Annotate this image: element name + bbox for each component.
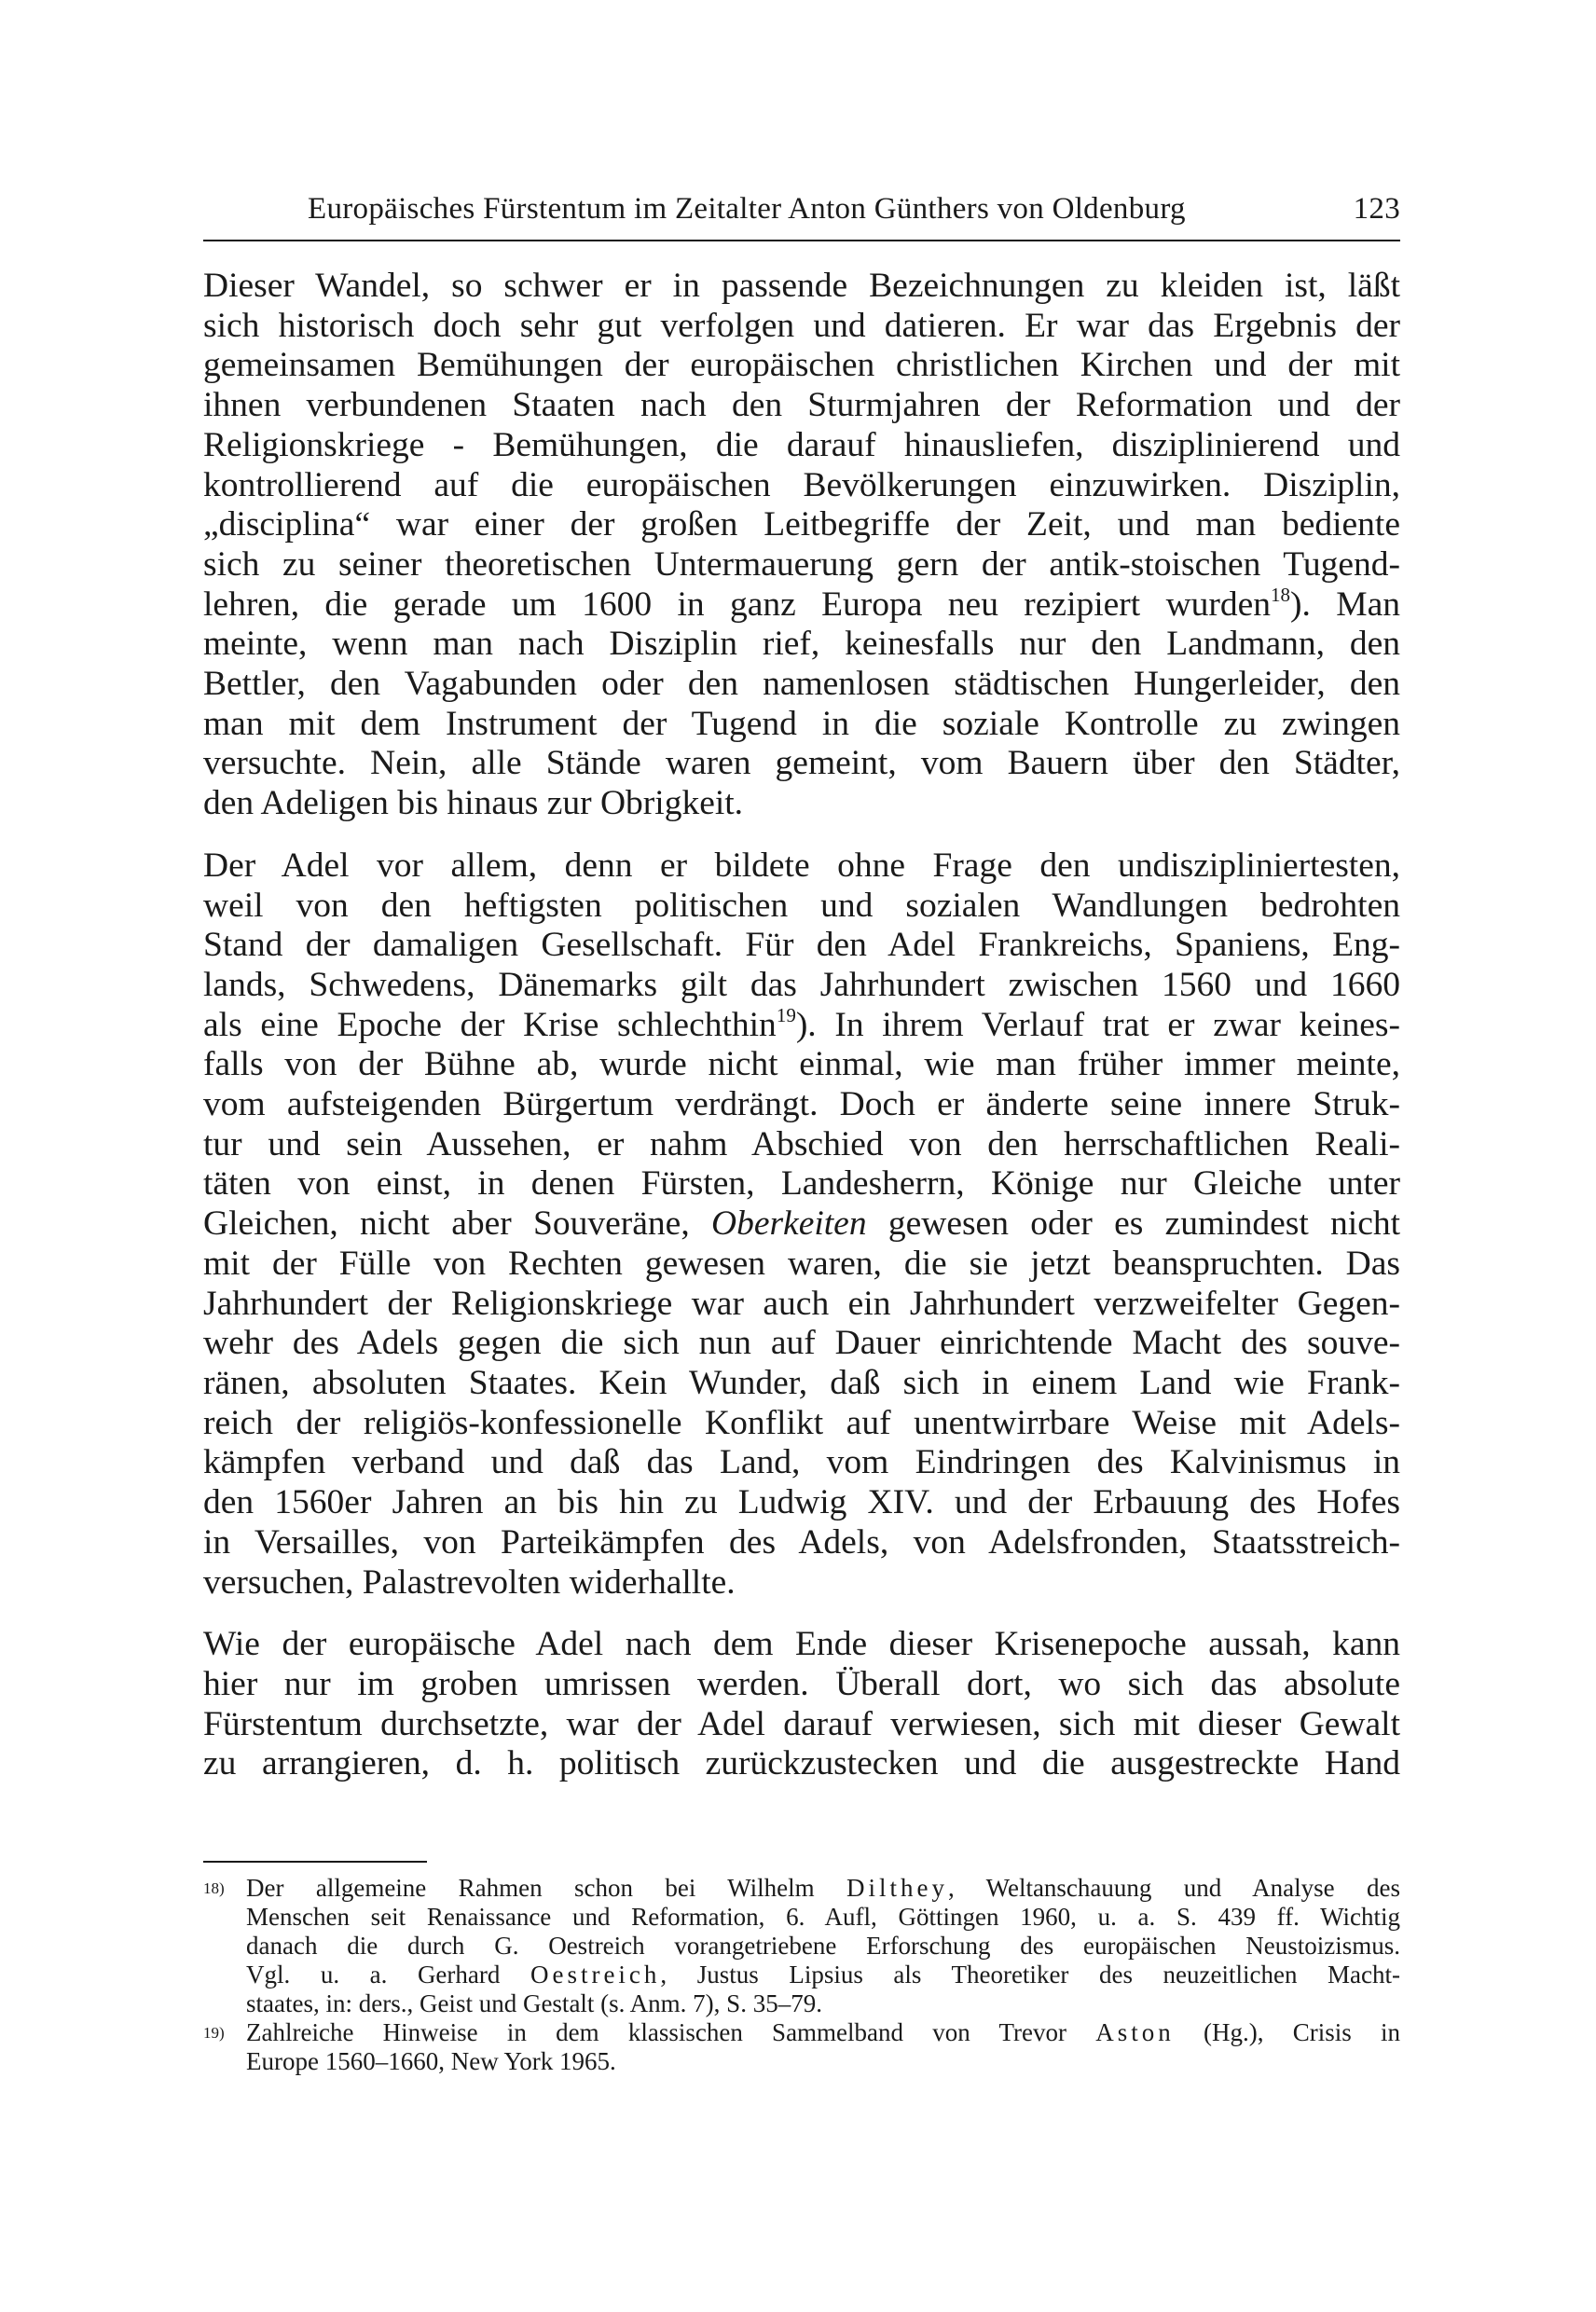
text-line: mit der Fülle von Rechten gewesen waren, die sie jetzt beanspruchten. Das (203, 1244, 1400, 1283)
text-line: Wie der europäische Adel nach dem Ende dieser Krisenepoche aussah, kann (203, 1625, 1400, 1664)
footnote-line: Europe 1560–1660, New York 1965. (246, 2047, 616, 2075)
text-segment: Gleichen, nicht aber Souveräne, (203, 1204, 690, 1244)
text-segment: Der allgemeine Rahmen schon bei Wilhelm (246, 1874, 846, 1902)
header-rule (203, 240, 1400, 241)
footnote-mark: 19) (203, 2024, 225, 2042)
author-name: Dilthey (846, 1874, 948, 1902)
footnote-line: Menschen seit Renaissance und Reformation, 6. Aufl, Göttingen 1960, u. a. S. 439 ff. Wichtig (246, 1903, 1400, 1931)
text-line: Bettler, den Vagabunden oder den namenlosen städtischen Hungerleider, den (203, 665, 1400, 704)
footnote-line: danach die durch G. Oestreich vorangetriebene Erforschung des europäischen Neustoizismus. (246, 1932, 1400, 1960)
text-segment: Zahlreiche Hinweise in dem klassischen Sammelband von Trevor (246, 2018, 1096, 2046)
footnote-line: staates, in: ders., Geist und Gestalt (s. Anm. 7), S. 35–79. (246, 1989, 822, 2017)
text-segment: (Hg.), Crisis in (1174, 2018, 1400, 2046)
footnote-ref-19[interactable]: 19 (776, 1003, 796, 1026)
text-line: kontrollierend auf die europäischen Bevölkerungen einzuwirken. Disziplin, (203, 465, 1400, 504)
text-line: Jahrhundert der Religionskriege war auch ein Jahrhundert verzweifelter Gegen- (203, 1284, 1400, 1323)
text-line: „disciplina“ war einer der großen Leitbegriffe der Zeit, und man bediente (203, 505, 1400, 544)
footnote-19 (203, 2018, 1400, 2076)
text-line: in Versailles, von Parteikämpfen des Adels, von Adelsfronden, Staatsstreich- (203, 1522, 1400, 1562)
paragraph-3 (203, 1625, 1400, 1784)
text-segment: ). Man (1290, 585, 1400, 624)
text-line: wehr des Adels gegen die sich nun auf Dauer einrichtende Macht des souve- (203, 1324, 1400, 1363)
text-line (203, 1003, 1401, 1046)
text-line: Religionskriege - Bemühungen, die darauf hinausliefen, disziplinierend und (203, 425, 1400, 464)
text-line: Fürstentum durchsetzte, war der Adel darauf verwiesen, sich mit dieser Gewalt (203, 1704, 1400, 1743)
footnote-ref-18[interactable]: 18 (1271, 583, 1291, 606)
text-line: versuchte. Nein, alle Stände waren gemeint, vom Bauern über den Städter, (203, 744, 1400, 783)
text-line: weil von den heftigsten politischen und sozialen Wandlungen bedrohten (203, 886, 1400, 925)
text-segment: ). In ihrem Verlauf trat er zwar keines- (795, 1005, 1401, 1044)
text-line: täten von einst, in denen Fürsten, Landesherrn, Könige nur Gleiche unter (203, 1164, 1400, 1204)
footnotes (203, 1874, 1400, 2076)
text-line: gemeinsamen Bemühungen der europäischen christlichen Kirchen und der mit (203, 346, 1400, 385)
text-line: sich historisch doch sehr gut verfolgen und datieren. Er war das Ergebnis der (203, 306, 1400, 345)
text-line: hier nur im groben umrissen werden. Überall dort, wo sich das absolute (203, 1664, 1400, 1703)
text-line: Dieser Wandel, so schwer er in passende Bezeichnungen zu kleiden ist, läßt (203, 267, 1400, 305)
text-line: den 1560er Jahren an bis hin zu Ludwig XIV. und der Erbauung des Hofes (203, 1483, 1400, 1522)
text-line: meinte, wenn man nach Disziplin rief, keinesfalls nur den Landmann, den (203, 625, 1400, 664)
running-title: Europäisches Fürstentum im Zeitalter Anton Günthers von Oldenburg (308, 192, 1186, 226)
text-line: zu arrangieren, d. h. politisch zurückzustecken und die ausgestreckte Hand (203, 1744, 1400, 1783)
text-line: Stand der damaligen Gesellschaft. Für den Adel Frankreichs, Spaniens, Eng- (203, 926, 1400, 965)
footnote-line (246, 1961, 1400, 1989)
text-line: ränen, absoluten Staates. Kein Wunder, daß sich in einem Land wie Frank- (203, 1363, 1400, 1402)
text-line: vom aufsteigenden Bürgertum verdrängt. Doch er änderte seine innere Struk- (203, 1085, 1400, 1124)
text-line (203, 585, 1400, 626)
author-name: Oestreich (530, 1961, 661, 1989)
body-text (203, 267, 1400, 1807)
text-line (203, 1204, 1400, 1245)
text-segment: Vgl. u. a. Gerhard (246, 1961, 530, 1989)
text-line: sich zu seiner theoretischen Untermauerung gern der antik-stoischen Tugend- (203, 544, 1400, 584)
footnote-rule (203, 1861, 427, 1863)
text-line: reich der religiös-konfessionelle Konflikt auf unentwirrbare Weise mit Adels- (203, 1403, 1400, 1442)
running-head (203, 192, 1400, 233)
text-segment: , Justus Lipsius als Theoretiker des neuzeitlichen Macht- (660, 1961, 1401, 1989)
text-line: lands, Schwedens, Dänemarks gilt das Jahrhundert zwischen 1560 und 1660 (203, 965, 1400, 1004)
footnote-mark: 18) (203, 1879, 225, 1897)
footnote-line (246, 2018, 1400, 2047)
text-segment: gewesen oder es zumindest nicht (866, 1204, 1401, 1244)
text-line: den Adeligen bis hinaus zur Obrigkeit. (203, 784, 744, 823)
text-segment: als eine Epoche der Krise schlechthin (203, 1005, 777, 1044)
text-segment: lehren, die gerade um 1600 in ganz Europa neu rezipiert wurden (203, 585, 1272, 624)
text-segment: , Weltanschauung und Analyse des (948, 1874, 1400, 1902)
text-line: tur und sein Aussehen, er nahm Abschied von den herrschaftlichen Reali- (203, 1124, 1400, 1163)
page-number: 123 (1353, 192, 1400, 226)
paragraph-1 (203, 267, 1400, 824)
text-line: falls von der Bühne ab, wurde nicht einmal, wie man früher immer meinte, (203, 1045, 1400, 1084)
text-line: versuchen, Palastrevolten widerhallte. (203, 1562, 736, 1602)
text-line: man mit dem Instrument der Tugend in die soziale Kontrolle zu zwingen (203, 704, 1400, 743)
italic-term: Oberkeiten (710, 1204, 867, 1244)
text-line: kämpfen verband und daß das Land, vom Eindringen des Kalvinismus in (203, 1443, 1400, 1482)
paragraph-2 (203, 846, 1400, 1603)
author-name: Aston (1095, 2018, 1175, 2046)
footnote-line (246, 1874, 1400, 1903)
footnote-18 (203, 1874, 1400, 2018)
text-line: Der Adel vor allem, denn er bildete ohne Frage den undiszipliniertesten, (203, 846, 1400, 885)
text-line: ihnen verbundenen Staaten nach den Sturmjahren der Reformation und der (203, 386, 1400, 425)
